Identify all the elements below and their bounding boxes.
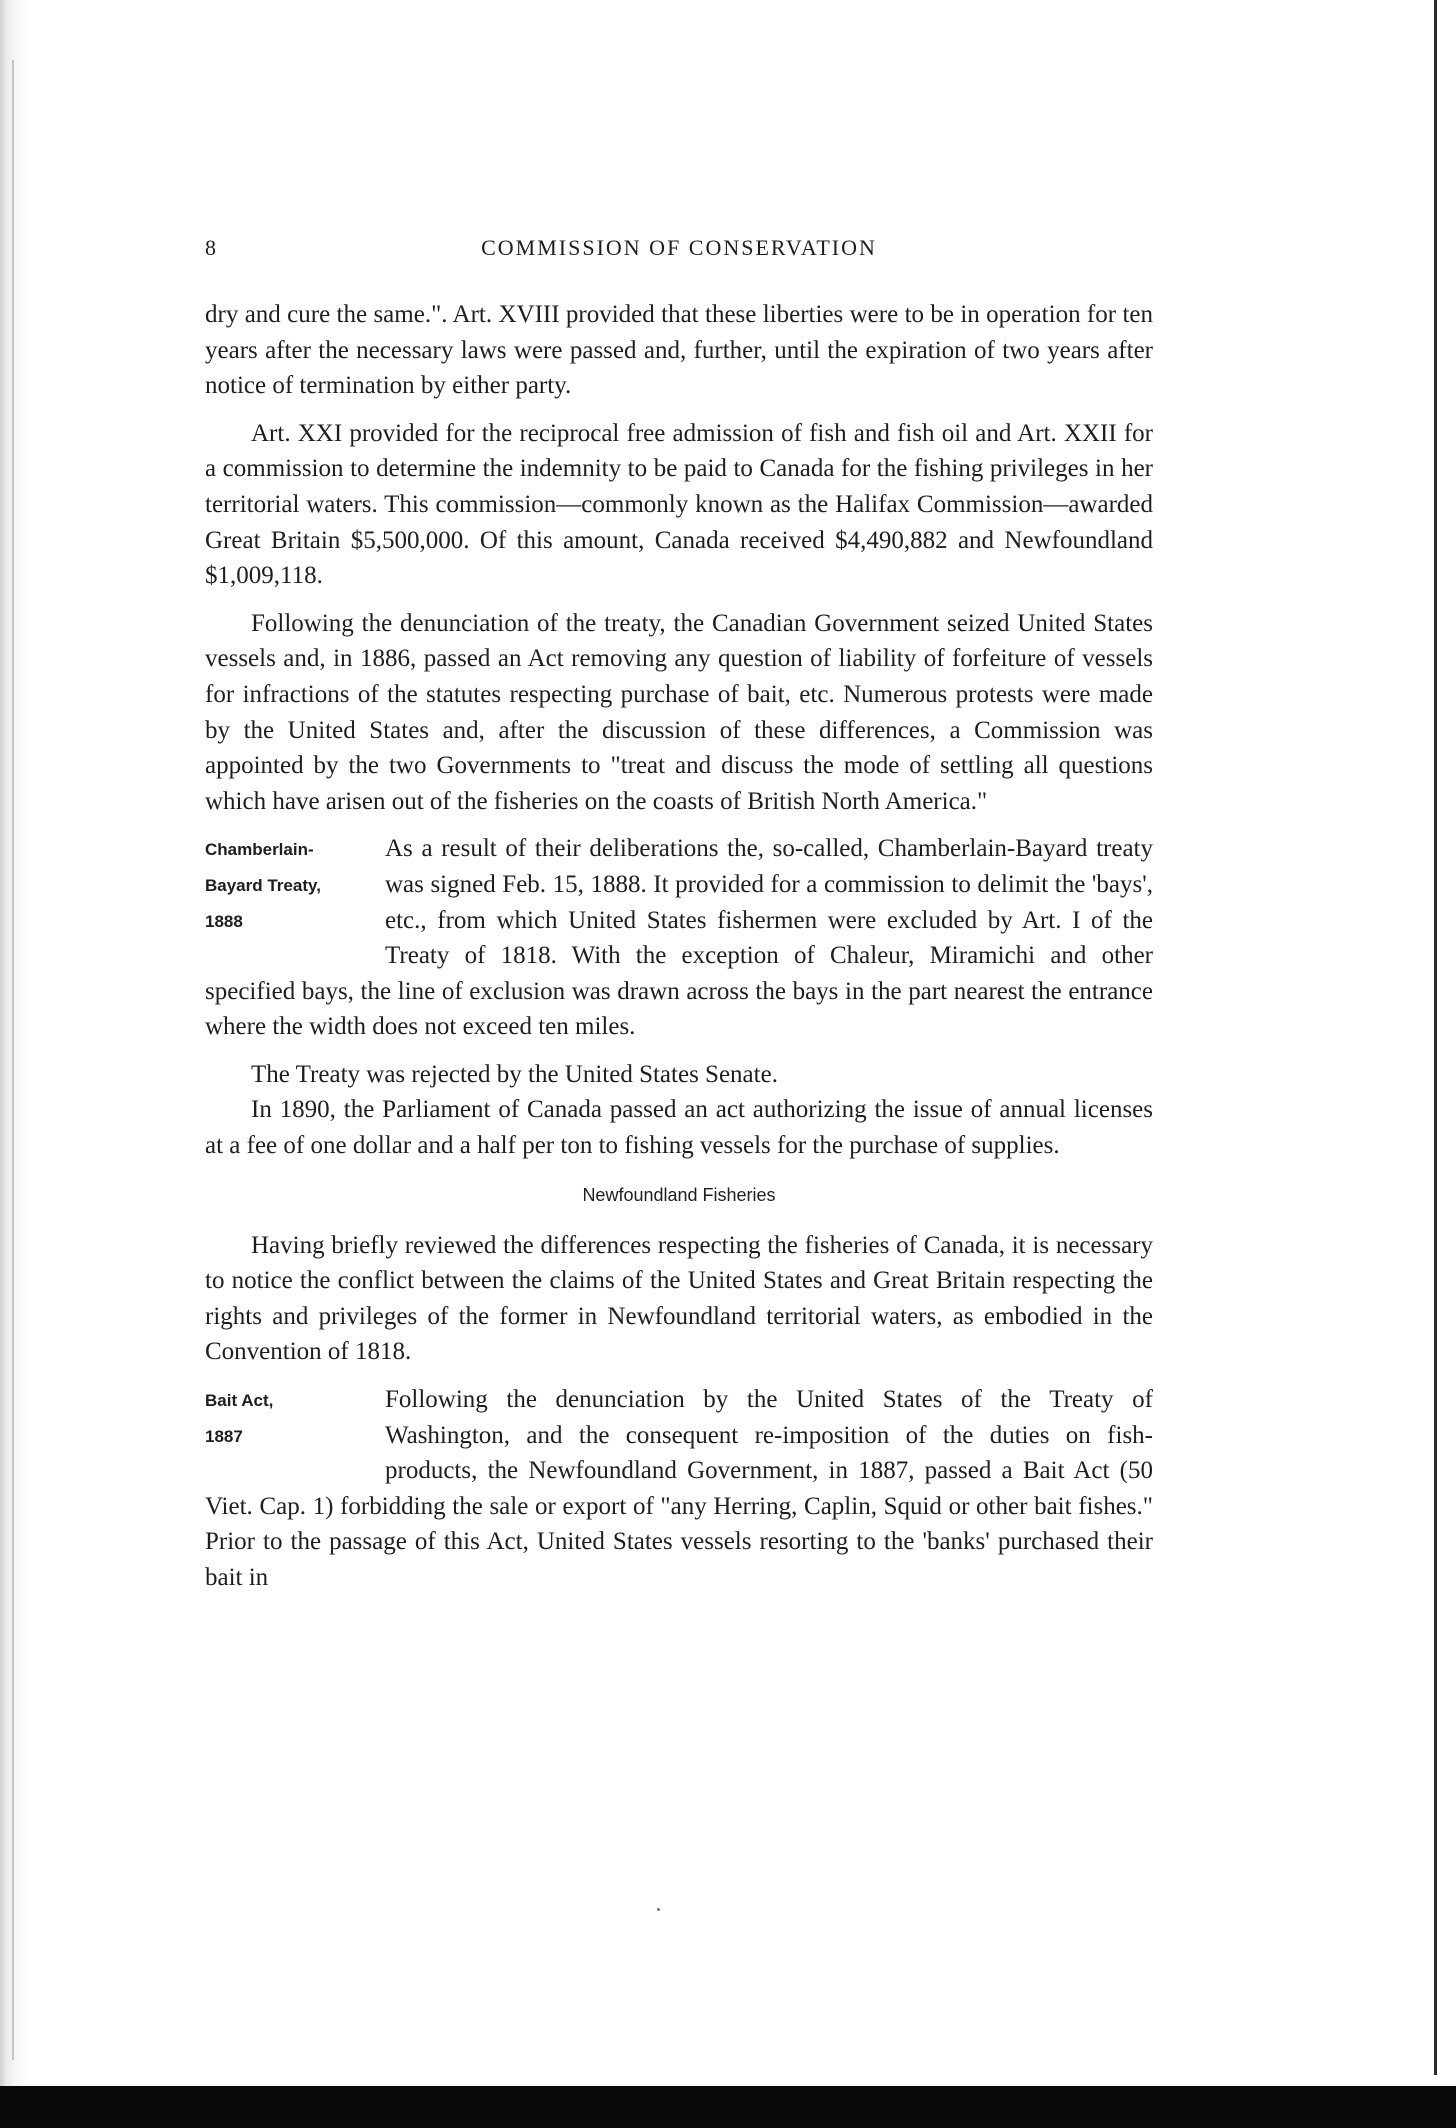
sidenote-line: 1888 bbox=[205, 911, 243, 931]
paragraph-6: In 1890, the Parliament of Canada passed an act authorizing the issue of annual licenses at a fee of one dollar and a half per ton to fishing vessels for the purchase of supplies. bbox=[205, 1096, 1153, 1160]
chamberlain-bayard-block bbox=[205, 831, 1153, 1045]
running-head bbox=[205, 235, 1153, 275]
sidenote-bait-act bbox=[205, 1383, 385, 1454]
paragraph-2: Art. XXI provided for the reciprocal free admission of fish and fish oil and Art. XXII for a commission to determine the indemnity to be paid to Canada for the fishing privileges in her territorial waters. This commission—commonly known as the Halifax Commission—awarded Great Britain $5,500,000. Of this amount, Canada received $4,490,882 and Newfoundland $1,009,118. bbox=[205, 419, 1153, 590]
paragraph-8: Following the denunciation by the United States of the Treaty of Washington, and the consequent re-imposition of the duties on fish-products, the Newfoundland Government, in 1887, passed a Bait Act (50 Viet. Cap. 1) forbidding the sale or export of "any Herring, Caplin, Squid or other bait fishes." Prior to the passage of this Act, United States vessels resorting to the 'banks' purchased their bait in bbox=[205, 1386, 1153, 1591]
sidenote-line: Bayard Treaty, bbox=[205, 875, 321, 895]
paragraph-3: Following the denunciation of the treaty, the Canadian Government seized United States vessels and, in 1886, passed an Act removing any question of liability of forfeiture of vessels for infractions of the statutes respecting purchase of bait, etc. Numerous protests were made by the United States and, after the discussion of these differences, a Commission was appointed by the two Governments to "treat and discuss the mode of settling all questions which have arisen out of the fisheries on the coasts of British North America." bbox=[205, 609, 1153, 815]
running-head-title: COMMISSION OF CONSERVATION bbox=[481, 235, 877, 260]
section-heading: Newfoundland Fisheries bbox=[582, 1184, 776, 1205]
sidenote-line: Chamberlain- bbox=[205, 840, 314, 860]
sidenote-line: 1887 bbox=[205, 1426, 243, 1446]
paragraph-5: The Treaty was rejected by the United States Senate. bbox=[251, 1060, 778, 1088]
scan-left-edge bbox=[0, 0, 28, 2128]
sidenote-chamberlain-bayard bbox=[205, 832, 385, 939]
page-number: 8 bbox=[205, 235, 216, 260]
scan-bottom-edge bbox=[0, 2086, 1456, 2128]
bait-act-block bbox=[205, 1382, 1153, 1596]
paragraph-7: Having briefly reviewed the differences respecting the fisheries of Canada, it is necessary to notice the conflict between the claims of the United States and Great Britain respecting the rights and privileges of the former in Newfoundland territorial waters, as embodied in the Convention of 1818. bbox=[205, 1231, 1153, 1366]
sidenote-line: Bait Act, bbox=[205, 1391, 274, 1411]
document-page bbox=[205, 235, 1153, 1596]
scan-right-edge bbox=[1420, 0, 1456, 2128]
paragraph-1: dry and cure the same.". Art. XVIII provided that these liberties were to be in operation for ten years after the necessary laws were passed and, further, until the expiration of two years after notice of termination by either party. bbox=[205, 301, 1153, 400]
scan-speck bbox=[657, 1908, 660, 1911]
paragraph-4: As a result of their deliberations the, so-called, Chamberlain-Bayard treaty was signed Feb. 15, 1888. It provided for a commission to delimit the 'bays', etc., from which United States fishermen were excluded by Art. I of the Treaty of 1818. With the exception of Chaleur, Miramichi and other specified bays, the line of exclusion was drawn across the bays in the part nearest the entrance where the width does not exceed ten miles. bbox=[205, 835, 1153, 1041]
